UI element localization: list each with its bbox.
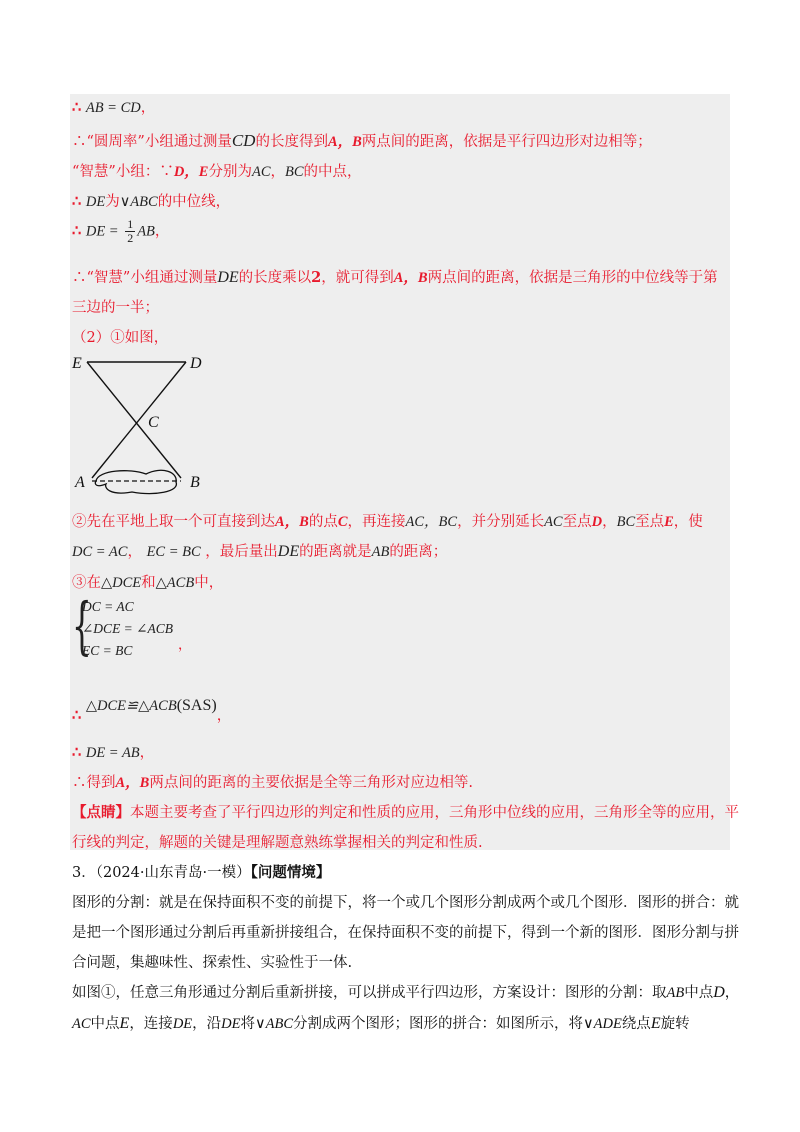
text: 绕点	[621, 1016, 651, 1032]
math-expr: △ACB	[155, 575, 195, 591]
text: ，连接	[129, 1016, 173, 1032]
text: A，B	[393, 270, 428, 286]
solution-line-7: 三边的一半；	[72, 300, 159, 316]
solution-line-11	[72, 571, 223, 592]
text: 的中位线，	[157, 194, 231, 210]
text: ③在	[72, 575, 101, 591]
solution-line-4	[72, 190, 230, 211]
math-expr: ∨ADE	[583, 1016, 622, 1032]
math-expr: DE	[172, 1016, 193, 1032]
text: 中，	[194, 575, 224, 591]
text: 中点	[684, 985, 714, 1001]
text: 为	[105, 194, 120, 210]
text: 如图①，任意三角形通过分割后重新拼接，可以拼成平行四边形，方案设计：图形的分割：取	[72, 985, 667, 1001]
text: 的距离；	[389, 544, 448, 560]
punct: ，	[140, 100, 156, 116]
solution-line-6	[72, 266, 718, 287]
fraction-one-half	[125, 218, 135, 245]
punct: ，	[127, 544, 142, 560]
label-E: E	[72, 355, 82, 372]
text: ∴“圆周率”小组通过测量	[72, 134, 232, 150]
math-expr: DE	[221, 1016, 241, 1032]
math-expr: DE =	[85, 223, 119, 240]
therefore-symbol: ∴	[72, 222, 82, 240]
text: ，就可得到	[321, 270, 394, 286]
text: A，B	[275, 514, 309, 530]
solution-line-16: 行线的判定，解题的关键是理解题意熟练掌握相关的判定和性质.	[72, 835, 483, 851]
problem3-line-2: 图形的分割：就是在保持面积不变的前提下，将一个或几个图形分割成两个或几个图形．图形的拼合：就	[72, 895, 739, 911]
math-expr: AC	[251, 164, 271, 180]
text: 两点间的距离，依据是三角形的中位线等于第	[427, 270, 718, 286]
punct: ，	[178, 637, 192, 653]
text: E	[664, 514, 674, 530]
text: 本题主要考查了平行四边形的判定和性质的应用，三角形中位线的应用，三角形全等的应用，平	[130, 805, 739, 821]
segment-EB	[87, 362, 181, 478]
math-expr: AB	[371, 544, 390, 560]
math-expr: DE	[217, 269, 239, 286]
solution-line-1	[72, 96, 155, 117]
text: 至点	[562, 514, 592, 530]
text: A，B	[115, 775, 150, 791]
system-row-1: DC = AC	[82, 599, 134, 614]
text: D，E	[173, 164, 209, 180]
math-expr: (SAS)	[176, 697, 217, 714]
math-expr: DC = AC	[72, 544, 128, 560]
math-expr: AC	[72, 1016, 91, 1032]
solution-line-14	[72, 771, 473, 792]
punct: ，	[270, 164, 286, 180]
problem3-line-6	[72, 1012, 690, 1033]
text: 将	[240, 1016, 255, 1032]
text: 分别为	[208, 164, 252, 180]
therefore-symbol: ∴	[72, 744, 82, 761]
solution-line-9	[72, 510, 703, 531]
numerator: 1	[127, 217, 134, 231]
tip-heading: 【点睛】	[72, 804, 130, 821]
math-expr: ∨ABC	[255, 1016, 293, 1032]
solution-line-13	[72, 741, 154, 762]
math-expr: AB	[137, 223, 155, 240]
problem3-line-3: 是把一个图形通过分割后再重新拼接组合，在保持面积不变的前提下，得到一个新的图形．图形分割与拼	[72, 925, 739, 941]
math-expr: DE	[85, 194, 106, 210]
label-C: C	[148, 414, 159, 431]
text: ∴“智慧”小组通过测量	[72, 270, 218, 286]
solution-line-15	[72, 801, 739, 822]
text: “智慧”小组：∵	[72, 164, 174, 180]
text: 至点	[635, 514, 665, 530]
math-expr: DE	[277, 543, 300, 560]
solution-line-5	[72, 218, 169, 245]
math-expr: AB	[666, 985, 685, 1001]
text: 的长度得到	[255, 134, 328, 150]
math-expr: CD	[231, 131, 256, 150]
problem-section-title: 【问题情境】	[250, 864, 331, 881]
punct: ，	[602, 514, 617, 530]
solution-line-10	[72, 540, 447, 561]
text: D	[591, 514, 603, 530]
math-expr: △DCE≌△ACB	[85, 698, 177, 714]
therefore-symbol: ∴	[72, 99, 82, 116]
punct: ，	[154, 223, 170, 240]
segment-DA	[92, 362, 186, 478]
text: ∴得到	[72, 775, 116, 791]
text: 的距离就是	[299, 544, 372, 560]
math-expr: E	[119, 1015, 130, 1032]
geometry-diagram	[70, 350, 210, 496]
text: 2	[311, 269, 322, 286]
text: C	[337, 514, 348, 530]
pond-shape	[95, 470, 176, 493]
therefore-symbol: ∴	[72, 707, 82, 724]
text: 分割成两个图形；图形的拼合：如图所示，将	[293, 1016, 583, 1032]
text: ，再连接	[347, 514, 406, 530]
text: ，最后量出	[205, 544, 278, 560]
text: 中点	[90, 1016, 120, 1032]
punct: ，	[216, 708, 232, 724]
text: 两点间的距离的主要依据是全等三角形对应边相等.	[149, 775, 473, 791]
system-row-2: ∠DCE = ∠ACB	[82, 621, 173, 636]
math-expr: BC	[285, 164, 304, 180]
math-expr: ∨ABC	[119, 194, 158, 210]
solution-line-8: （2）①如图，	[72, 330, 169, 346]
text: ，使	[673, 514, 703, 530]
problem3-heading	[72, 861, 330, 882]
text: A，B	[327, 134, 362, 150]
math-expr: EC = BC	[146, 544, 201, 560]
solution-line-3	[72, 160, 362, 181]
text: ②先在平地上取一个可直接到达	[72, 514, 275, 530]
solution-line-12	[72, 694, 232, 724]
problem3-line-5	[72, 981, 739, 1002]
math-expr: E	[650, 1015, 661, 1032]
equation-system	[72, 589, 192, 663]
label-B: B	[190, 474, 200, 491]
math-expr: AC	[544, 514, 563, 530]
text: 的点	[308, 514, 338, 530]
problem3-line-4: 合问题，集趣味性、探索性、实验性于一体.	[72, 955, 353, 971]
math-expr: D	[713, 984, 725, 1001]
text: ，沿	[192, 1016, 222, 1032]
label-D: D	[190, 355, 202, 372]
text: 旋转	[660, 1016, 690, 1032]
text: 和	[141, 575, 156, 591]
denominator: 2	[127, 231, 134, 245]
math-expr: △DCE	[101, 575, 142, 591]
math-expr: AC，BC	[405, 514, 458, 530]
punct: ，	[724, 985, 740, 1001]
system-row-3: EC = BC	[82, 643, 133, 658]
solution-line-2	[72, 130, 652, 151]
text: ，并分别延长	[457, 514, 545, 530]
text: 的长度乘以	[238, 270, 312, 286]
punct: ，	[139, 745, 155, 761]
math-expr: DE = AB	[85, 745, 140, 761]
text: 两点间的距离，依据是平行四边形对边相等；	[361, 134, 652, 150]
math-expr: BC	[616, 514, 636, 530]
left-brace: {	[72, 589, 92, 662]
math-expr: AB = CD	[85, 100, 141, 116]
text: 的中点，	[303, 164, 362, 180]
problem-source: 3．（2024·山东青岛·一模）	[72, 865, 251, 881]
therefore-symbol: ∴	[72, 193, 82, 210]
label-A: A	[75, 474, 85, 491]
